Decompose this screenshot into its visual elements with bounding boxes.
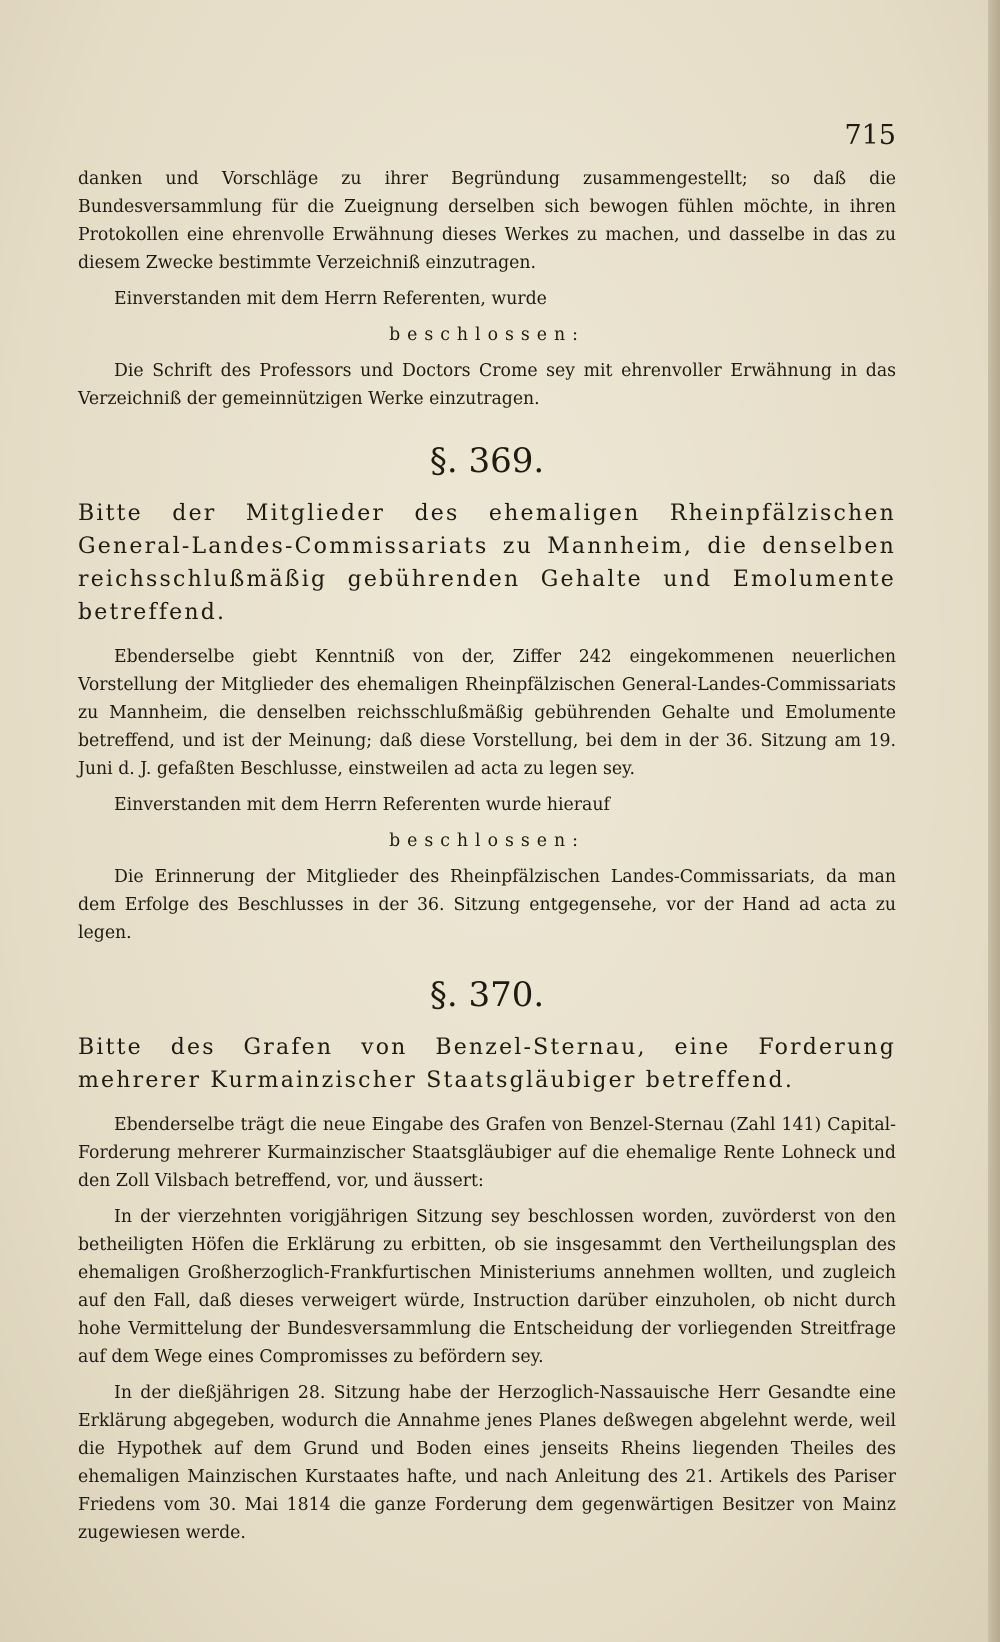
page-edge	[988, 0, 1000, 1642]
section-369-title: Bitte der Mitglieder des ehemaligen Rheinpfälzischen General-Landes-Commissariats zu Mannheim, die denselben reichsschlußmäßig gebührenden Gehalte und Emolumente betreffend.	[78, 501, 896, 625]
paragraph-4: Ebenderselbe giebt Kenntniß von der, Ziffer 242 eingekommenen neuerlichen Vorstellung der Mitglieder des ehemaligen Rheinpfälzischen General-Landes-Commissariats zu Mannheim, die denselben reichsschlußmäßig gebührenden Gehalte und Emolumente betreffend, und ist der Meinung; daß diese Vorstellung, bei dem in der 36. Sitzung am 19. Juni d. J. gefaßten Beschlusse, einstweilen ad acta zu legen sey.	[78, 647, 896, 779]
resolution-heading-1: beschlossen:	[389, 325, 585, 345]
paragraph-3: Die Schrift des Professors und Doctors Crome sey mit ehrenvoller Erwähnung in das Verzeichniß der gemeinnützigen Werke einzutragen.	[78, 361, 896, 409]
text-body	[78, 165, 896, 1547]
paragraph-1: danken und Vorschläge zu ihrer Begründung zusammengestellt; so daß die Bundesversammlung für die Zueignung derselben sich bewogen fühlen möchte, in ihren Protokollen eine ehrenvolle Erwähnung dieses Werkes zu machen, und dasselbe in das zu diesem Zwecke bestimmte Verzeichniß einzutragen.	[78, 169, 896, 273]
section-370-heading: §. 370.	[429, 975, 545, 1015]
resolution-heading-2: beschlossen:	[389, 831, 585, 851]
paragraph-6: Die Erinnerung der Mitglieder des Rheinpfälzischen Landes-Commissariats, da man dem Erfolge des Beschlusses in der 36. Sitzung entgegensehe, vor der Hand ad acta zu legen.	[78, 867, 896, 943]
paragraph-9: In der dießjährigen 28. Sitzung habe der Herzoglich-Nassauische Herr Gesandte eine Erklärung abgegeben, wodurch die Annahme jenes Planes deßwegen abgelehnt werde, weil die Hypothek auf dem Grund und Boden eines jenseits Rheins liegenden Theiles des ehemaligen Mainzischen Kurstaates hafte, und nach Anleitung des 21. Artikels des Pariser Friedens vom 30. Mai 1814 die ganze Forderung dem gegenwärtigen Besitzer von Mainz zugewiesen werde.	[78, 1383, 896, 1543]
paragraph-5: Einverstanden mit dem Herrn Referenten wurde hierauf	[114, 795, 610, 815]
paragraph-8: In der vierzehnten vorigjährigen Sitzung sey beschlossen worden, zuvörderst von den betheiligten Höfen die Erklärung zu erbitten, ob sie insgesammt den Vertheilungsplan des ehemaligen Großherzoglich-Frankfurtischen Ministeriums annehmen wollten, und zugleich auf den Fall, daß dieses verweigert würde, Instruction darüber einzuholen, ob nicht durch hohe Vermittelung der Bundesversammlung die Entscheidung der vorliegenden Streitfrage auf dem Wege eines Compromisses zu befördern sey.	[78, 1207, 896, 1367]
section-370-title: Bitte des Grafen von Benzel-Sternau, eine Forderung mehrerer Kurmainzischer Staatsgläubiger betreffend.	[78, 1035, 896, 1093]
paragraph-7: Ebenderselbe trägt die neue Eingabe des Grafen von Benzel-Sternau (Zahl 141) Capital-Forderung mehrerer Kurmainzischer Staatsgläubiger auf die ehemalige Rente Lohneck und den Zoll Vilsbach betreffend, vor, und äussert:	[78, 1115, 896, 1191]
page-number: 715	[844, 120, 896, 151]
section-369-heading: §. 369.	[429, 441, 545, 481]
paragraph-2: Einverstanden mit dem Herrn Referenten, wurde	[114, 289, 547, 309]
